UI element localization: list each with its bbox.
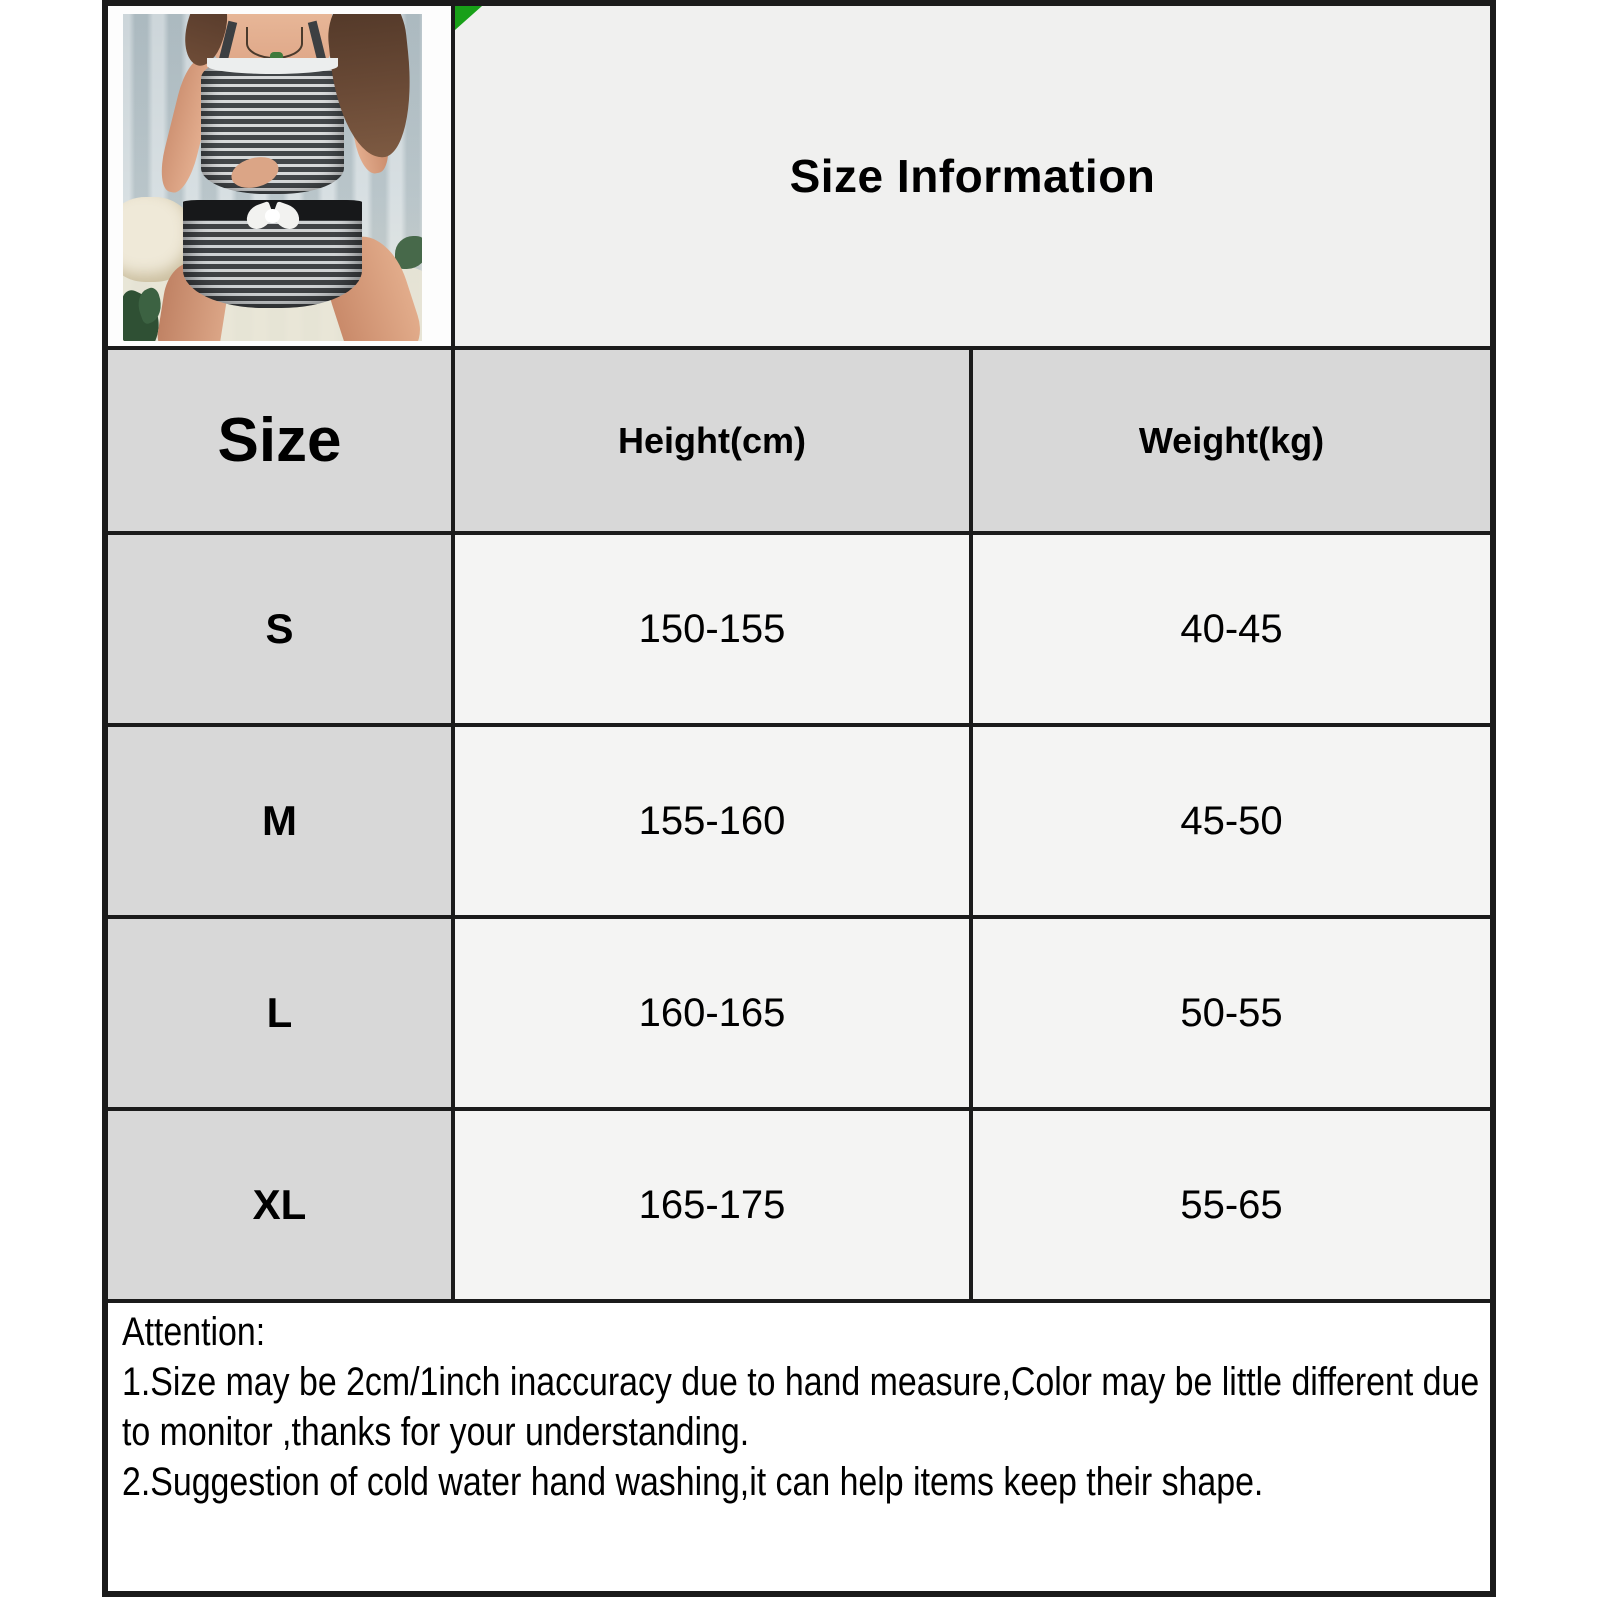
column-header-size: Size bbox=[105, 348, 453, 533]
size-label: L bbox=[105, 917, 453, 1109]
attention-title: Attention: bbox=[122, 1310, 266, 1354]
height-value: 165-175 bbox=[453, 1109, 971, 1301]
size-label: S bbox=[105, 533, 453, 725]
table-row-s bbox=[105, 533, 1493, 725]
attention-note-2: 2.Suggestion of cold water hand washing,it can help items keep their shape. bbox=[122, 1460, 1264, 1504]
attention-note-1: 1.Size may be 2cm/1inch inaccuracy due to hand measure,Color may be little different due to monitor ,thanks for your understanding. bbox=[122, 1360, 1480, 1454]
size-label: M bbox=[105, 725, 453, 917]
weight-value: 50-55 bbox=[971, 917, 1493, 1109]
green-corner-flag-icon bbox=[455, 6, 482, 30]
product-image-cell bbox=[105, 3, 453, 348]
size-label: XL bbox=[105, 1109, 453, 1301]
table-row-l bbox=[105, 917, 1493, 1109]
height-value: 155-160 bbox=[453, 725, 971, 917]
weight-value: 40-45 bbox=[971, 533, 1493, 725]
weight-value: 55-65 bbox=[971, 1109, 1493, 1301]
table-row-m bbox=[105, 725, 1493, 917]
height-value: 150-155 bbox=[453, 533, 971, 725]
column-header-height: Height(cm) bbox=[453, 348, 971, 533]
page-title: Size Information bbox=[789, 150, 1156, 202]
weight-value: 45-50 bbox=[971, 725, 1493, 917]
title-cell bbox=[453, 3, 1493, 348]
attention-section bbox=[105, 1301, 1493, 1594]
size-table bbox=[102, 0, 1496, 1597]
column-header-weight: Weight(kg) bbox=[971, 348, 1493, 533]
product-image bbox=[123, 14, 422, 341]
height-value: 160-165 bbox=[453, 917, 971, 1109]
photo-bow-icon bbox=[265, 209, 280, 224]
table-row-xl bbox=[105, 1109, 1493, 1301]
